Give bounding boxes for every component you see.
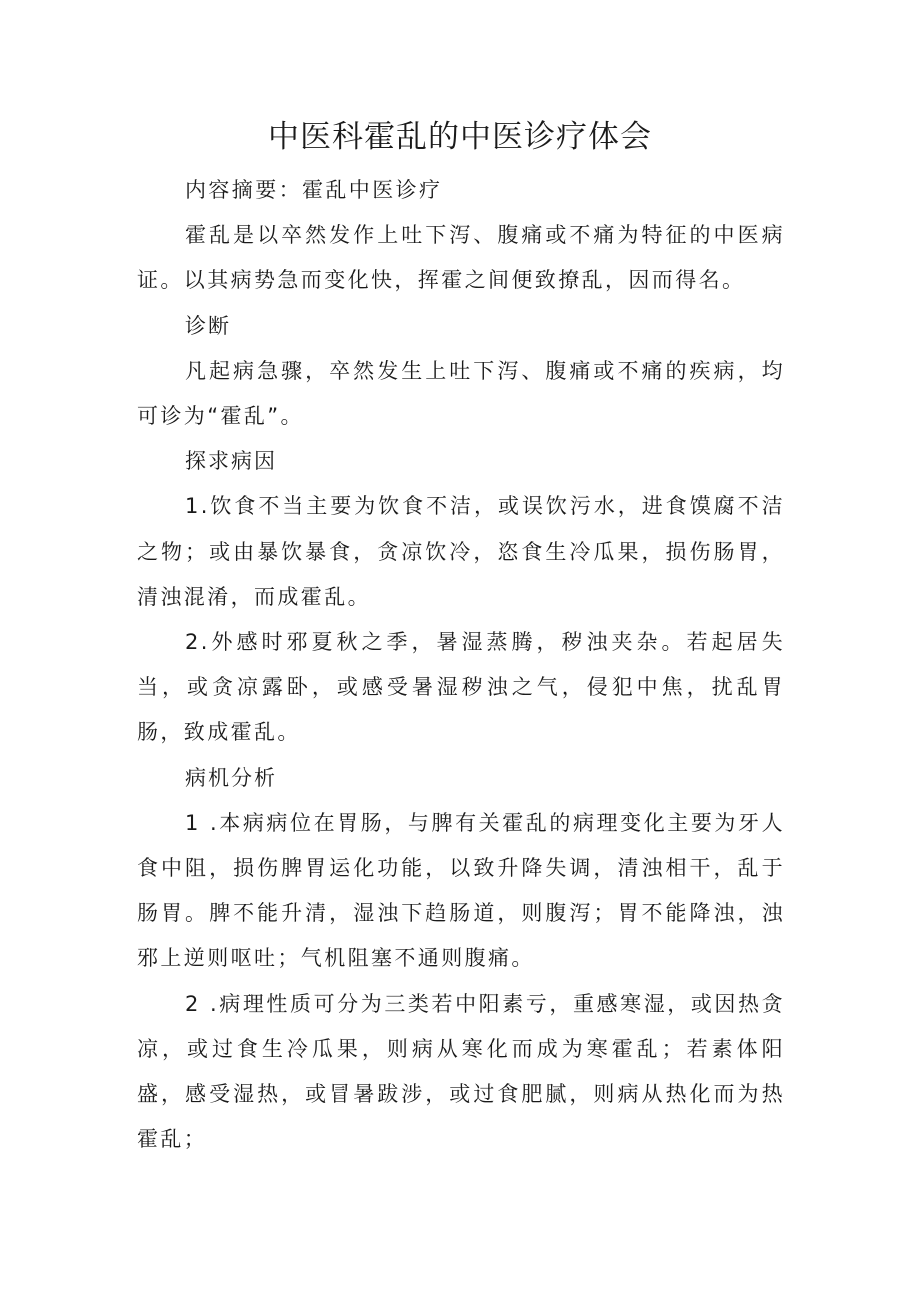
- section-heading-pathogenesis: 病机分析: [185, 765, 277, 790]
- document-body: [137, 168, 785, 1162]
- abstract-line: 内容摘要：霍乱中医诊疗: [185, 178, 443, 202]
- diagnosis-paragraph: 凡起病急骤，卒然发生上吐下泻、腹痛或不痛的疾病，均可诊为“霍乱”。: [137, 358, 785, 429]
- pathogenesis-paragraph-1: 1 .本病病位在胃肠，与脾有关霍乱的病理变化主要为牙人食中阻，损伤脾胃运化功能，以致升降失调，清浊相干，乱于肠胃。脾不能升清，湿浊下趋肠道，则腹泻；胃不能降浊，浊邪上逆则呕吐；气机阻塞不通则腹痛。: [137, 810, 785, 971]
- section-heading-etiology: 探求病因: [185, 449, 277, 474]
- document-title: 中医科霍乱的中医诊疗体会: [268, 119, 652, 155]
- section-heading-diagnosis: 诊断: [185, 313, 231, 338]
- etiology-paragraph-1: 1.饮食不当主要为饮食不洁，或误饮污水，进食馍腐不洁之物；或由暴饮暴食，贪凉饮冷，恣食生冷瓜果，损伤肠胃，清浊混淆，而成霍乱。: [137, 494, 785, 609]
- pathogenesis-paragraph-2: 2 .病理性质可分为三类若中阳素亏，重感寒湿，或因热贪凉，或过食生冷瓜果，则病从寒化而成为寒霍乱；若素体阳盛，感受湿热，或冒暑跋涉，或过食肥腻，则病从热化而为热霍乱；: [137, 991, 785, 1152]
- etiology-paragraph-2: 2.外感时邪夏秋之季，暑湿蒸腾，秽浊夹杂。若起居失当，或贪凉露卧，或感受暑湿秽浊之气，侵犯中焦，扰乱胃肠，致成霍乱。: [137, 630, 785, 745]
- intro-paragraph: 霍乱是以卒然发作上吐下泻、腹痛或不痛为特征的中医病证。以其病势急而变化快，挥霍之间便致撩乱，因而得名。: [137, 223, 785, 293]
